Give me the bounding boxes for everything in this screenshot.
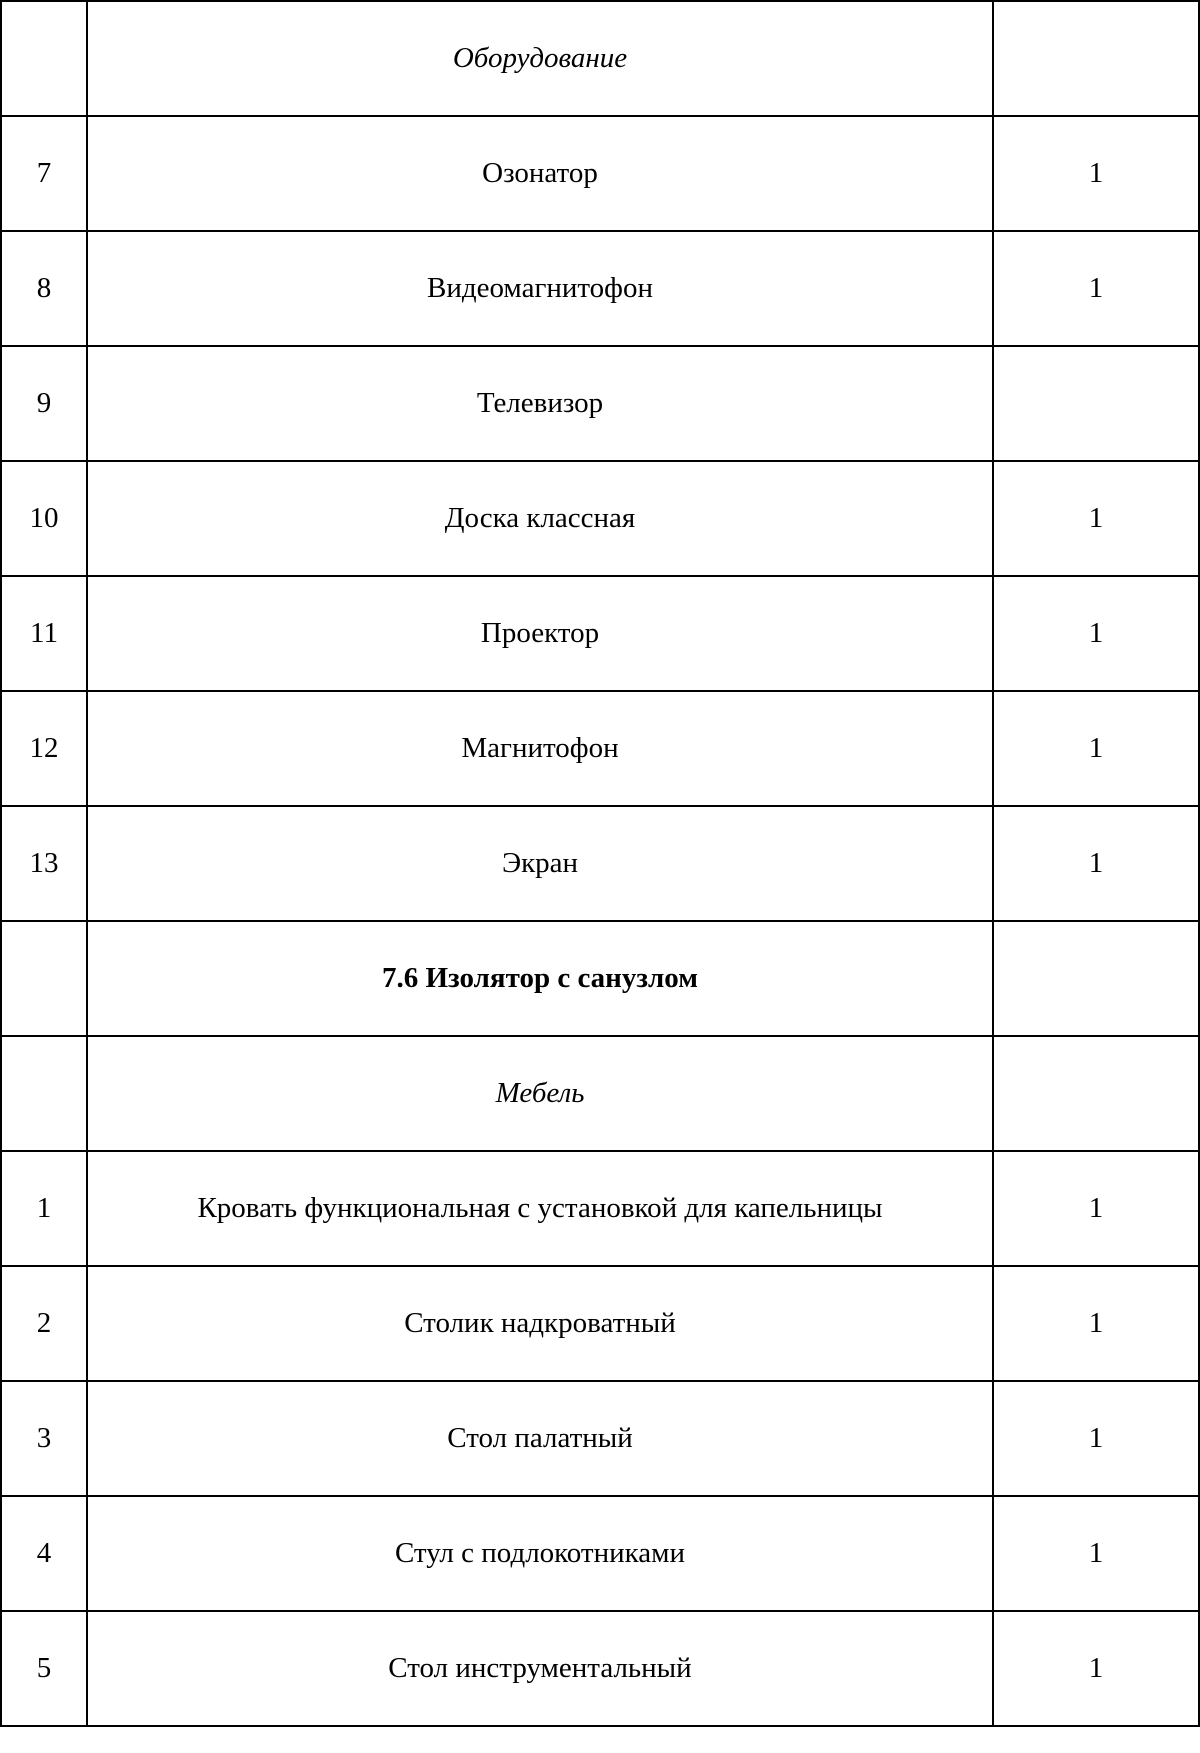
table-row: [1, 1, 1199, 116]
row-number-cell: 12: [1, 691, 87, 806]
category-heading-cell: Оборудование: [87, 1, 993, 116]
row-number-cell: 2: [1, 1266, 87, 1381]
table-row: [1, 231, 1199, 346]
item-name-cell: Стол палатный: [87, 1381, 993, 1496]
item-name-cell: Кровать функциональная с установкой для капельницы: [87, 1151, 993, 1266]
quantity-cell: [993, 921, 1199, 1036]
quantity-cell: 1: [993, 1151, 1199, 1266]
item-name-cell: Проектор: [87, 576, 993, 691]
table-row: [1, 1496, 1199, 1611]
row-number-cell: 8: [1, 231, 87, 346]
category-heading-cell: Мебель: [87, 1036, 993, 1151]
item-name-cell: Доска классная: [87, 461, 993, 576]
row-number-cell: 13: [1, 806, 87, 921]
quantity-cell: 1: [993, 576, 1199, 691]
quantity-cell: 1: [993, 691, 1199, 806]
item-name-cell: Видеомагнитофон: [87, 231, 993, 346]
table-row: [1, 1036, 1199, 1151]
quantity-cell: 1: [993, 1496, 1199, 1611]
table-row: [1, 806, 1199, 921]
row-number-cell: 9: [1, 346, 87, 461]
row-number-cell: 11: [1, 576, 87, 691]
quantity-cell: [993, 1036, 1199, 1151]
item-name-cell: Телевизор: [87, 346, 993, 461]
table-row: [1, 1266, 1199, 1381]
quantity-cell: 1: [993, 231, 1199, 346]
row-number-cell: 7: [1, 116, 87, 231]
quantity-cell: 1: [993, 1611, 1199, 1726]
row-number-cell: [1, 1036, 87, 1151]
table-row: [1, 116, 1199, 231]
row-number-cell: [1, 921, 87, 1036]
table-row: [1, 1381, 1199, 1496]
item-name-cell: Стул с подлокотниками: [87, 1496, 993, 1611]
item-name-cell: Экран: [87, 806, 993, 921]
quantity-cell: 1: [993, 116, 1199, 231]
item-name-cell: Магнитофон: [87, 691, 993, 806]
table-row: [1, 691, 1199, 806]
quantity-cell: [993, 346, 1199, 461]
table-row: [1, 921, 1199, 1036]
quantity-cell: [993, 1, 1199, 116]
quantity-cell: 1: [993, 461, 1199, 576]
quantity-cell: 1: [993, 1381, 1199, 1496]
quantity-cell: 1: [993, 1266, 1199, 1381]
item-name-cell: Озонатор: [87, 116, 993, 231]
equipment-table-body: [1, 1, 1199, 1726]
row-number-cell: 10: [1, 461, 87, 576]
row-number-cell: 4: [1, 1496, 87, 1611]
table-row: [1, 1151, 1199, 1266]
table-row: [1, 1611, 1199, 1726]
row-number-cell: 1: [1, 1151, 87, 1266]
section-heading-cell: 7.6 Изолятор с санузлом: [87, 921, 993, 1036]
row-number-cell: 3: [1, 1381, 87, 1496]
row-number-cell: 5: [1, 1611, 87, 1726]
table-row: [1, 461, 1199, 576]
table-row: [1, 576, 1199, 691]
quantity-cell: 1: [993, 806, 1199, 921]
item-name-cell: Стол инструментальный: [87, 1611, 993, 1726]
row-number-cell: [1, 1, 87, 116]
table-row: [1, 346, 1199, 461]
item-name-cell: Столик надкроватный: [87, 1266, 993, 1381]
